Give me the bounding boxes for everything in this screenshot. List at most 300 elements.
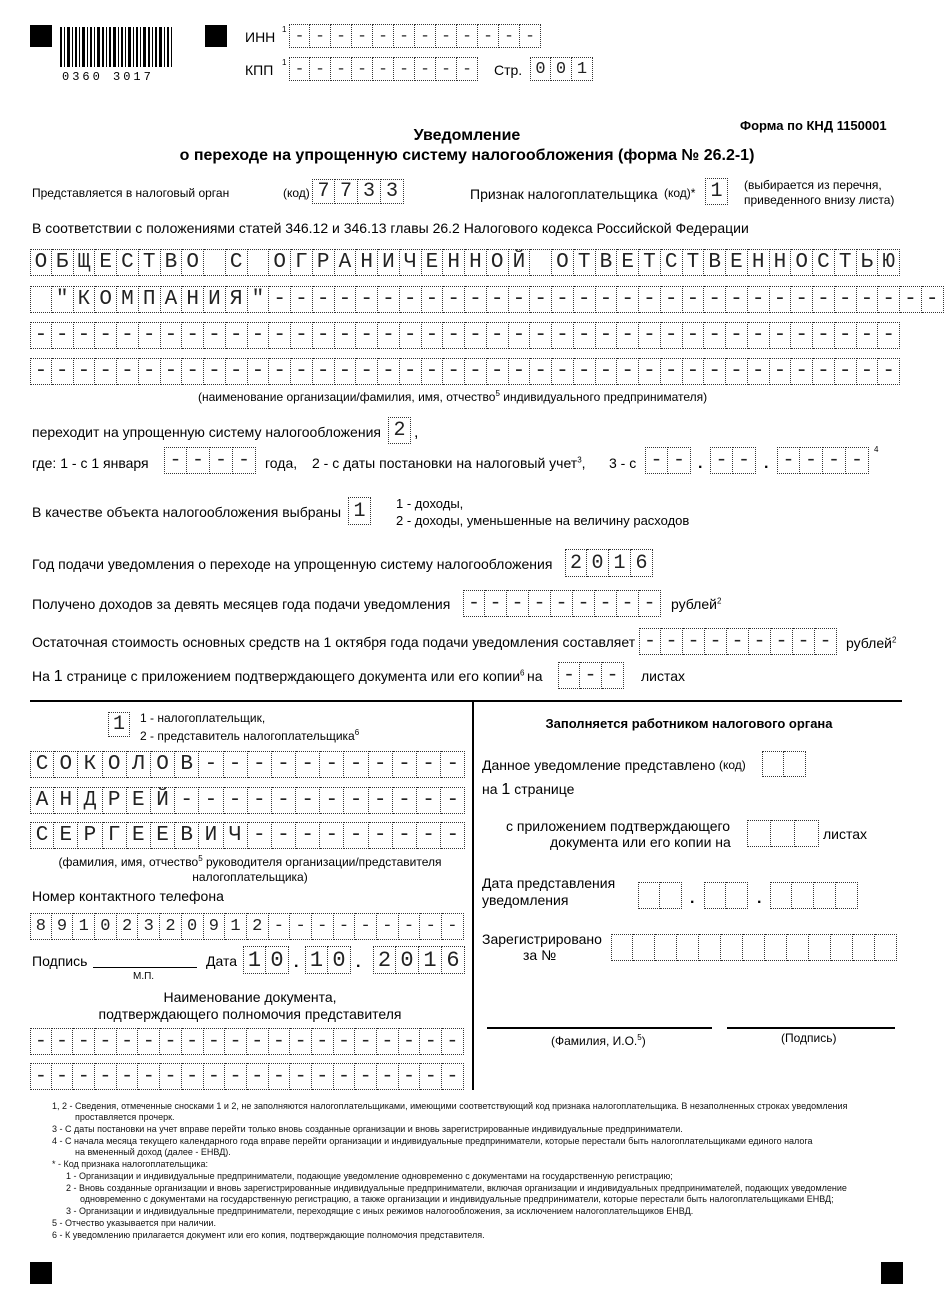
char-cell[interactable]: И xyxy=(204,286,226,313)
object-field[interactable] xyxy=(348,497,371,525)
char-cell[interactable]: - xyxy=(683,286,705,313)
char-cell[interactable]: - xyxy=(574,358,596,385)
char-cell[interactable]: И xyxy=(199,822,223,849)
char-cell[interactable]: - xyxy=(52,322,74,349)
char-cell[interactable]: - xyxy=(400,358,422,385)
char-cell[interactable]: - xyxy=(355,1028,377,1055)
char-cell[interactable]: - xyxy=(352,57,373,81)
char-cell[interactable]: 0 xyxy=(266,946,289,974)
page-number-field[interactable] xyxy=(530,57,593,81)
char-cell[interactable]: - xyxy=(442,1028,464,1055)
char-cell[interactable]: - xyxy=(617,590,639,617)
char-cell[interactable]: - xyxy=(248,358,270,385)
org-name-row-1[interactable] xyxy=(30,249,900,276)
char-cell[interactable]: - xyxy=(420,913,442,940)
kpp-field[interactable] xyxy=(289,57,478,81)
char-cell[interactable]: - xyxy=(344,822,368,849)
char-cell[interactable]: - xyxy=(710,447,733,474)
char-cell[interactable]: - xyxy=(377,913,399,940)
char-cell[interactable]: А xyxy=(335,249,357,276)
char-cell[interactable]: Т xyxy=(139,249,161,276)
char-cell[interactable]: - xyxy=(393,751,417,778)
char-cell[interactable]: - xyxy=(602,662,624,689)
char-cell[interactable]: - xyxy=(187,447,210,474)
char-cell[interactable]: - xyxy=(204,1028,226,1055)
char-cell[interactable]: - xyxy=(748,286,770,313)
char-cell[interactable]: Г xyxy=(291,249,313,276)
char-cell[interactable]: - xyxy=(791,286,813,313)
char-cell[interactable]: - xyxy=(749,628,771,655)
char-cell[interactable] xyxy=(795,820,819,847)
char-cell[interactable]: - xyxy=(422,358,444,385)
char-cell[interactable] xyxy=(787,934,809,961)
char-cell[interactable]: - xyxy=(313,286,335,313)
char-cell[interactable]: - xyxy=(726,286,748,313)
char-cell[interactable]: - xyxy=(815,628,837,655)
char-cell[interactable]: - xyxy=(530,358,552,385)
char-cell[interactable]: - xyxy=(73,1063,95,1090)
char-cell[interactable]: - xyxy=(573,590,595,617)
char-cell[interactable]: - xyxy=(551,590,573,617)
char-cell[interactable]: - xyxy=(457,24,478,48)
char-cell[interactable]: - xyxy=(617,286,639,313)
char-cell[interactable]: - xyxy=(226,322,248,349)
char-cell[interactable]: 1 xyxy=(705,178,728,205)
char-cell[interactable]: - xyxy=(813,286,835,313)
char-cell[interactable]: - xyxy=(417,787,441,814)
char-cell[interactable]: - xyxy=(393,822,417,849)
officer-fio-line[interactable] xyxy=(487,1027,712,1029)
char-cell[interactable]: - xyxy=(335,358,357,385)
char-cell[interactable]: - xyxy=(417,822,441,849)
char-cell[interactable]: - xyxy=(813,322,835,349)
char-cell[interactable]: - xyxy=(683,322,705,349)
char-cell[interactable]: 1 xyxy=(419,946,442,974)
char-cell[interactable] xyxy=(836,882,858,909)
char-cell[interactable]: - xyxy=(465,322,487,349)
pages-field[interactable] xyxy=(558,662,624,689)
char-cell[interactable] xyxy=(747,820,771,847)
char-cell[interactable]: - xyxy=(393,787,417,814)
char-cell[interactable]: Н xyxy=(356,249,378,276)
char-cell[interactable]: - xyxy=(296,751,320,778)
char-cell[interactable]: 3 xyxy=(381,179,404,204)
doc-name-row-2[interactable] xyxy=(30,1063,464,1090)
char-cell[interactable]: - xyxy=(465,286,487,313)
char-cell[interactable]: - xyxy=(233,447,256,474)
char-cell[interactable]: - xyxy=(344,787,368,814)
char-cell[interactable]: - xyxy=(436,57,457,81)
char-cell[interactable]: С xyxy=(30,751,54,778)
char-cell[interactable]: В xyxy=(704,249,726,276)
char-cell[interactable]: 1 xyxy=(108,712,130,737)
char-cell[interactable]: - xyxy=(52,1063,74,1090)
char-cell[interactable]: 7 xyxy=(312,179,335,204)
char-cell[interactable]: - xyxy=(558,662,580,689)
char-cell[interactable]: - xyxy=(793,628,815,655)
char-cell[interactable]: - xyxy=(272,822,296,849)
char-cell[interactable]: - xyxy=(310,24,331,48)
char-cell[interactable]: - xyxy=(272,787,296,814)
char-cell[interactable]: - xyxy=(530,286,552,313)
sign-date-year[interactable] xyxy=(373,946,465,974)
presented-code-field[interactable] xyxy=(762,751,806,777)
char-cell[interactable]: - xyxy=(639,358,661,385)
char-cell[interactable]: Р xyxy=(313,249,335,276)
char-cell[interactable]: С xyxy=(661,249,683,276)
char-cell[interactable]: Е xyxy=(54,822,78,849)
char-cell[interactable]: - xyxy=(394,24,415,48)
char-cell[interactable]: - xyxy=(30,322,52,349)
char-cell[interactable] xyxy=(704,882,726,909)
char-cell[interactable]: П xyxy=(139,286,161,313)
char-cell[interactable]: - xyxy=(639,628,661,655)
char-cell[interactable]: - xyxy=(726,322,748,349)
char-cell[interactable]: - xyxy=(705,628,727,655)
org-name-row-2[interactable] xyxy=(30,286,944,313)
char-cell[interactable]: И xyxy=(378,249,400,276)
char-cell[interactable]: 6 xyxy=(442,946,465,974)
char-cell[interactable]: - xyxy=(74,322,96,349)
char-cell[interactable]: - xyxy=(269,1028,291,1055)
char-cell[interactable]: Е xyxy=(151,822,175,849)
transition-option-field[interactable] xyxy=(388,417,411,444)
char-cell[interactable]: - xyxy=(355,1063,377,1090)
char-cell[interactable]: - xyxy=(182,358,204,385)
char-cell[interactable]: - xyxy=(73,1028,95,1055)
char-cell[interactable] xyxy=(248,249,270,276)
char-cell[interactable]: - xyxy=(334,1028,356,1055)
char-cell[interactable]: - xyxy=(290,1028,312,1055)
char-cell[interactable]: Б xyxy=(52,249,74,276)
char-cell[interactable]: - xyxy=(377,1028,399,1055)
char-cell[interactable] xyxy=(875,934,897,961)
char-cell[interactable]: - xyxy=(726,358,748,385)
char-cell[interactable]: 0 xyxy=(396,946,419,974)
char-cell[interactable]: Р xyxy=(103,787,127,814)
char-cell[interactable]: - xyxy=(420,1028,442,1055)
char-cell[interactable]: О xyxy=(182,249,204,276)
char-cell[interactable]: - xyxy=(509,322,531,349)
char-cell[interactable]: 1 xyxy=(572,57,593,81)
char-cell[interactable]: - xyxy=(356,286,378,313)
officer-signature-line[interactable] xyxy=(727,1027,895,1029)
char-cell[interactable]: В xyxy=(596,249,618,276)
char-cell[interactable]: - xyxy=(269,286,291,313)
char-cell[interactable]: - xyxy=(312,1063,334,1090)
char-cell[interactable]: 1 xyxy=(348,497,371,525)
char-cell[interactable]: - xyxy=(639,286,661,313)
char-cell[interactable]: - xyxy=(269,913,291,940)
char-cell[interactable] xyxy=(770,882,792,909)
sign-date-day[interactable] xyxy=(243,946,289,974)
signature-line[interactable] xyxy=(93,967,197,968)
char-cell[interactable] xyxy=(765,934,787,961)
char-cell[interactable]: - xyxy=(320,787,344,814)
char-cell[interactable]: - xyxy=(595,590,617,617)
char-cell[interactable]: - xyxy=(791,358,813,385)
char-cell[interactable] xyxy=(611,934,633,961)
authority-code-field[interactable] xyxy=(312,179,404,204)
char-cell[interactable]: - xyxy=(30,358,52,385)
char-cell[interactable]: Ь xyxy=(857,249,879,276)
char-cell[interactable]: - xyxy=(922,286,944,313)
char-cell[interactable]: - xyxy=(878,358,900,385)
char-cell[interactable]: О xyxy=(552,249,574,276)
char-cell[interactable]: - xyxy=(138,1063,160,1090)
char-cell[interactable]: - xyxy=(369,751,393,778)
char-cell[interactable]: - xyxy=(377,1063,399,1090)
char-cell[interactable] xyxy=(638,882,660,909)
char-cell[interactable]: - xyxy=(443,286,465,313)
org-name-row-4[interactable] xyxy=(30,358,900,385)
receipt-date-day[interactable] xyxy=(638,882,682,909)
char-cell[interactable]: - xyxy=(95,1063,117,1090)
char-cell[interactable]: - xyxy=(247,1063,269,1090)
char-cell[interactable]: - xyxy=(399,1063,421,1090)
char-cell[interactable]: О xyxy=(269,249,291,276)
char-cell[interactable] xyxy=(792,882,814,909)
char-cell[interactable]: 1 xyxy=(609,549,631,577)
char-cell[interactable]: С xyxy=(813,249,835,276)
char-cell[interactable]: - xyxy=(485,590,507,617)
char-cell[interactable]: - xyxy=(415,24,436,48)
char-cell[interactable]: - xyxy=(442,913,464,940)
char-cell[interactable]: О xyxy=(103,751,127,778)
char-cell[interactable]: Т xyxy=(639,249,661,276)
receipt-date-month[interactable] xyxy=(704,882,748,909)
char-cell[interactable]: - xyxy=(457,57,478,81)
char-cell[interactable]: - xyxy=(225,1028,247,1055)
char-cell[interactable]: - xyxy=(272,751,296,778)
char-cell[interactable]: - xyxy=(422,322,444,349)
char-cell[interactable]: Т xyxy=(574,249,596,276)
char-cell[interactable]: В xyxy=(161,249,183,276)
char-cell[interactable]: - xyxy=(661,286,683,313)
char-cell[interactable]: - xyxy=(617,358,639,385)
char-cell[interactable]: - xyxy=(777,447,800,474)
char-cell[interactable]: - xyxy=(443,322,465,349)
char-cell[interactable]: - xyxy=(204,358,226,385)
signer-name-field[interactable] xyxy=(30,787,465,814)
char-cell[interactable] xyxy=(771,820,795,847)
char-cell[interactable]: 0 xyxy=(182,913,204,940)
char-cell[interactable]: - xyxy=(770,358,792,385)
char-cell[interactable]: К xyxy=(74,286,96,313)
char-cell[interactable] xyxy=(726,882,748,909)
char-cell[interactable]: - xyxy=(74,358,96,385)
char-cell[interactable]: - xyxy=(399,1028,421,1055)
char-cell[interactable] xyxy=(809,934,831,961)
char-cell[interactable]: О xyxy=(487,249,509,276)
char-cell[interactable]: Е xyxy=(95,249,117,276)
transition-date-day[interactable] xyxy=(645,447,691,474)
char-cell[interactable]: - xyxy=(296,787,320,814)
transition-date-year[interactable] xyxy=(777,447,869,474)
char-cell[interactable]: - xyxy=(727,628,749,655)
char-cell[interactable]: К xyxy=(78,751,102,778)
char-cell[interactable]: - xyxy=(117,322,139,349)
char-cell[interactable]: - xyxy=(30,1028,52,1055)
char-cell[interactable]: - xyxy=(335,286,357,313)
char-cell[interactable]: А xyxy=(30,787,54,814)
char-cell[interactable] xyxy=(677,934,699,961)
char-cell[interactable] xyxy=(743,934,765,961)
char-cell[interactable]: 7 xyxy=(335,179,358,204)
char-cell[interactable]: - xyxy=(857,322,879,349)
income-field[interactable] xyxy=(463,590,661,617)
char-cell[interactable]: - xyxy=(355,913,377,940)
char-cell[interactable]: 6 xyxy=(631,549,653,577)
char-cell[interactable]: 2 xyxy=(565,549,587,577)
char-cell[interactable]: - xyxy=(596,286,618,313)
char-cell[interactable]: - xyxy=(210,447,233,474)
char-cell[interactable]: - xyxy=(290,913,312,940)
char-cell[interactable]: " xyxy=(248,286,270,313)
char-cell[interactable]: - xyxy=(95,358,117,385)
char-cell[interactable]: - xyxy=(199,751,223,778)
char-cell[interactable]: - xyxy=(269,1063,291,1090)
char-cell[interactable]: 0 xyxy=(587,549,609,577)
char-cell[interactable]: - xyxy=(704,322,726,349)
char-cell[interactable]: - xyxy=(661,322,683,349)
char-cell[interactable]: 9 xyxy=(204,913,226,940)
char-cell[interactable]: 9 xyxy=(52,913,74,940)
char-cell[interactable]: 1 xyxy=(305,946,328,974)
char-cell[interactable] xyxy=(762,751,784,777)
char-cell[interactable]: 2 xyxy=(160,913,182,940)
char-cell[interactable]: Т xyxy=(683,249,705,276)
char-cell[interactable]: - xyxy=(226,358,248,385)
char-cell[interactable]: - xyxy=(465,358,487,385)
char-cell[interactable]: - xyxy=(683,358,705,385)
char-cell[interactable]: - xyxy=(813,358,835,385)
taxpayer-sign-field[interactable] xyxy=(705,178,728,205)
char-cell[interactable]: " xyxy=(52,286,74,313)
char-cell[interactable]: - xyxy=(420,1063,442,1090)
char-cell[interactable]: - xyxy=(248,822,272,849)
char-cell[interactable]: - xyxy=(478,24,499,48)
char-cell[interactable]: 0 xyxy=(328,946,351,974)
char-cell[interactable]: В xyxy=(175,751,199,778)
char-cell[interactable]: - xyxy=(400,286,422,313)
char-cell[interactable]: Ч xyxy=(400,249,422,276)
phone-field[interactable] xyxy=(30,913,464,940)
char-cell[interactable]: - xyxy=(313,322,335,349)
char-cell[interactable] xyxy=(655,934,677,961)
char-cell[interactable]: - xyxy=(138,1028,160,1055)
char-cell[interactable]: Р xyxy=(78,822,102,849)
char-cell[interactable]: - xyxy=(823,447,846,474)
char-cell[interactable]: - xyxy=(310,57,331,81)
char-cell[interactable]: - xyxy=(596,358,618,385)
char-cell[interactable]: - xyxy=(704,358,726,385)
char-cell[interactable]: - xyxy=(160,1063,182,1090)
char-cell[interactable]: О xyxy=(151,751,175,778)
char-cell[interactable]: - xyxy=(529,590,551,617)
char-cell[interactable] xyxy=(204,249,226,276)
char-cell[interactable]: 2 xyxy=(247,913,269,940)
char-cell[interactable]: - xyxy=(373,24,394,48)
char-cell[interactable]: - xyxy=(639,590,661,617)
char-cell[interactable]: - xyxy=(748,358,770,385)
attach-sheets-field[interactable] xyxy=(747,820,819,847)
char-cell[interactable]: Я xyxy=(226,286,248,313)
char-cell[interactable] xyxy=(814,882,836,909)
char-cell[interactable]: - xyxy=(117,358,139,385)
char-cell[interactable]: - xyxy=(378,286,400,313)
char-cell[interactable]: Ю xyxy=(878,249,900,276)
char-cell[interactable]: - xyxy=(331,57,352,81)
char-cell[interactable]: - xyxy=(369,787,393,814)
char-cell[interactable]: - xyxy=(399,913,421,940)
year-submit-field[interactable] xyxy=(565,549,653,577)
char-cell[interactable]: - xyxy=(52,358,74,385)
char-cell[interactable]: - xyxy=(400,322,422,349)
char-cell[interactable]: - xyxy=(520,24,541,48)
doc-name-row-1[interactable] xyxy=(30,1028,464,1055)
char-cell[interactable]: - xyxy=(770,286,792,313)
char-cell[interactable]: - xyxy=(645,447,668,474)
char-cell[interactable]: - xyxy=(639,322,661,349)
char-cell[interactable]: Н xyxy=(54,787,78,814)
char-cell[interactable]: - xyxy=(574,322,596,349)
char-cell[interactable]: - xyxy=(552,322,574,349)
char-cell[interactable]: - xyxy=(487,322,509,349)
char-cell[interactable]: - xyxy=(835,286,857,313)
char-cell[interactable]: - xyxy=(463,590,485,617)
char-cell[interactable]: Т xyxy=(835,249,857,276)
char-cell[interactable]: - xyxy=(668,447,691,474)
transition-year-field[interactable] xyxy=(164,447,256,474)
char-cell[interactable]: - xyxy=(117,1028,139,1055)
char-cell[interactable]: - xyxy=(334,1063,356,1090)
org-name-row-3[interactable] xyxy=(30,322,900,349)
char-cell[interactable]: Н xyxy=(748,249,770,276)
char-cell[interactable]: - xyxy=(857,286,879,313)
char-cell[interactable] xyxy=(660,882,682,909)
char-cell[interactable]: Е xyxy=(726,249,748,276)
inn-field[interactable] xyxy=(289,24,541,48)
char-cell[interactable]: - xyxy=(161,322,183,349)
char-cell[interactable]: - xyxy=(95,1028,117,1055)
char-cell[interactable]: - xyxy=(800,447,823,474)
char-cell[interactable]: А xyxy=(161,286,183,313)
char-cell[interactable]: - xyxy=(846,447,869,474)
char-cell[interactable]: - xyxy=(182,1063,204,1090)
char-cell[interactable]: - xyxy=(344,751,368,778)
char-cell[interactable]: - xyxy=(334,913,356,940)
char-cell[interactable] xyxy=(784,751,806,777)
char-cell[interactable]: - xyxy=(596,322,618,349)
char-cell[interactable]: Н xyxy=(465,249,487,276)
char-cell[interactable]: Н xyxy=(770,249,792,276)
char-cell[interactable]: - xyxy=(312,1028,334,1055)
char-cell[interactable]: 0 xyxy=(530,57,551,81)
char-cell[interactable]: - xyxy=(487,358,509,385)
char-cell[interactable]: - xyxy=(417,751,441,778)
sign-date-month[interactable] xyxy=(305,946,351,974)
char-cell[interactable] xyxy=(831,934,853,961)
char-cell[interactable]: 0 xyxy=(551,57,572,81)
char-cell[interactable]: - xyxy=(835,358,857,385)
char-cell[interactable]: Й xyxy=(151,787,175,814)
char-cell[interactable]: - xyxy=(182,322,204,349)
char-cell[interactable]: 3 xyxy=(138,913,160,940)
char-cell[interactable]: Е xyxy=(617,249,639,276)
char-cell[interactable]: - xyxy=(378,322,400,349)
char-cell[interactable]: - xyxy=(139,358,161,385)
